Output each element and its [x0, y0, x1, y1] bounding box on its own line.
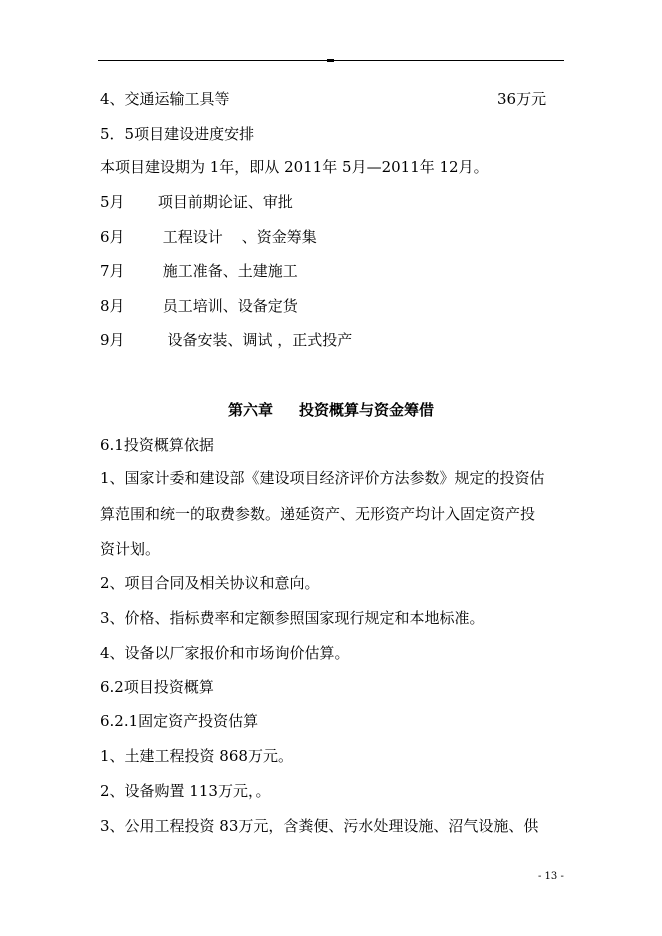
fixed-assets-heading: 6.2.1固定资产投资估算: [100, 712, 259, 730]
fixed-item-2: 2、设备购置 113万元，。: [100, 782, 271, 800]
fixed-item-3: 3、公用工程投资 83万元，含粪便、污水处理设施、沼气设施、供: [100, 817, 539, 835]
transport-label: 4、交通运输工具等: [100, 90, 230, 108]
schedule-item: 6月 工程设计 、资金筹集: [100, 228, 317, 246]
basis-item-4: 4、设备以厂家报价和市场询价估算。: [100, 644, 350, 662]
header-rule-mark: [327, 59, 334, 62]
estimate-heading: 6.2项目投资概算: [100, 678, 214, 696]
basis-item-1-line: 算范围和统一的取费参数。递延资产、无形资产均计入固定资产投: [100, 505, 536, 523]
schedule-item: 8月 员工培训、设备定货: [100, 297, 298, 315]
basis-item-1-line: 资计划。: [100, 540, 161, 558]
section-5-5-heading: 5．5项目建设进度安排: [100, 125, 255, 143]
schedule-item: 5月 项目前期论证、审批: [100, 193, 293, 211]
basis-item-1-line: 1、国家计委和建设部《建设项目经济评价方法参数》规定的投资估: [100, 469, 545, 487]
construction-period: 本项目建设期为 1年，即从 2011年 5月—2011年 12月。: [100, 158, 489, 176]
schedule-item: 7月 施工准备、土建施工: [100, 262, 298, 280]
basis-item-3: 3、价格、指标费率和定额参照国家现行规定和本地标准。: [100, 609, 485, 627]
chapter-title: 第六章 投资概算与资金筹借: [227, 401, 435, 419]
transport-amount: 36万元: [497, 90, 547, 108]
fixed-item-1: 1、土建工程投资 868万元。: [100, 747, 293, 765]
basis-item-2: 2、项目合同及相关协议和意向。: [100, 574, 320, 592]
page-number: - 13 -: [538, 871, 564, 882]
schedule-item: 9月 设备安装、调试 ，正式投产: [100, 331, 353, 349]
basis-heading: 6.1投资概算依据: [100, 436, 214, 454]
